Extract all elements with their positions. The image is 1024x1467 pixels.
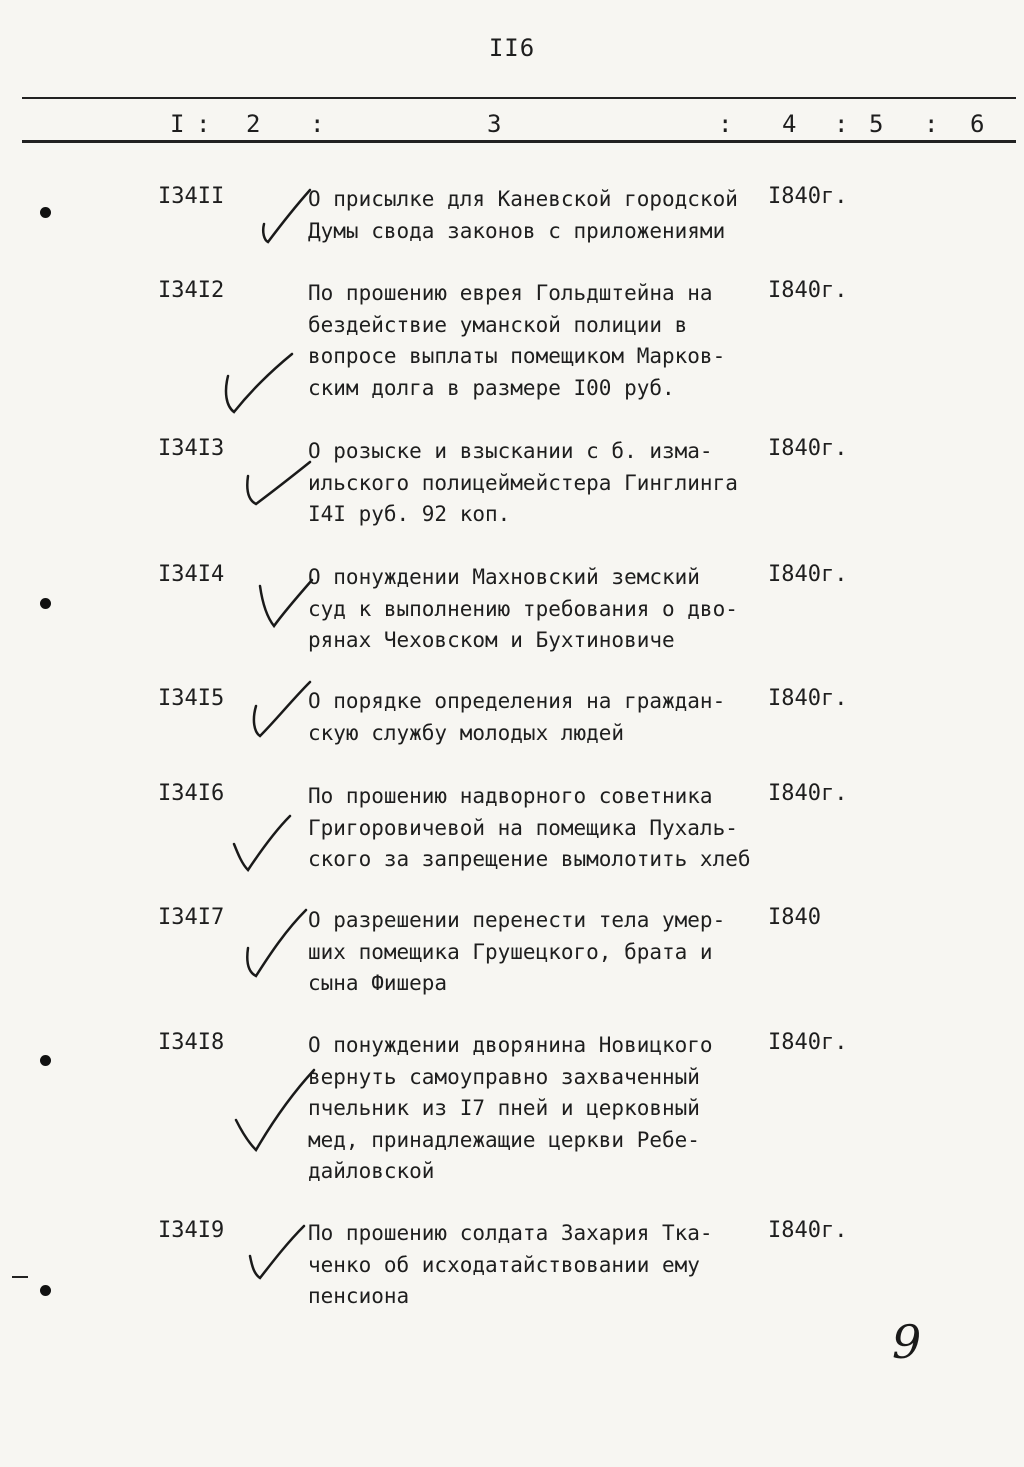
column-separator: :: [924, 110, 939, 138]
column-separator: :: [196, 110, 211, 138]
description-line: О понуждении Махновский земский: [308, 565, 700, 589]
entry-number: I34I8: [158, 1030, 225, 1055]
description-line: О присылке для Каневской городской: [308, 187, 738, 211]
entry-description: [308, 1218, 768, 1313]
checkmark-icon: [230, 1066, 320, 1156]
checkmark-icon: [240, 460, 316, 510]
binder-hole: [40, 598, 51, 609]
description-line: дайловской: [308, 1159, 435, 1183]
description-line: По прошению надворного советника: [308, 784, 713, 808]
description-line: О понуждении дворянина Новицкого: [308, 1033, 713, 1057]
entry-description: [308, 686, 768, 749]
entry-description: [308, 436, 768, 531]
description-line: ших помещика Грушецкого, брата и: [308, 939, 713, 964]
entry-year: I840г.: [768, 1030, 848, 1055]
description-line: вернуть самоуправно захваченный: [308, 1064, 700, 1089]
column-separator: :: [834, 110, 849, 138]
entry-year: I840г.: [768, 686, 848, 711]
header-top-rule: [22, 97, 1016, 99]
description-line: ченко об исходатайствовании ему: [308, 1252, 700, 1277]
checkmark-icon: [220, 352, 300, 418]
entry-description: [308, 1030, 768, 1188]
checkmark-icon: [254, 576, 318, 630]
description-line: пчельник из I7 пней и церковный: [308, 1096, 700, 1120]
entry-year: I840г.: [768, 278, 848, 303]
entry-number: I34I4: [158, 562, 225, 587]
entry-description: [308, 905, 768, 1000]
entry-year: I840г.: [768, 1218, 848, 1243]
description-line: ильского полицеймейстера Гинглинга: [308, 470, 738, 495]
description-line: мед, принадлежащие церкви Ребе-: [308, 1127, 700, 1152]
column-separator: :: [310, 110, 325, 138]
description-line: пенсиона: [308, 1284, 410, 1308]
checkmark-icon: [256, 186, 316, 246]
entry-description: [308, 562, 768, 657]
description-line: ского за запрещение вымолотить хлеб: [308, 847, 751, 871]
entry-year: I840г.: [768, 562, 848, 587]
column-header-3: 3: [487, 110, 502, 138]
description-line: О розыске и взыскании с б. изма-: [308, 439, 713, 463]
column-header-4: 4: [782, 110, 797, 138]
description-line: I4I руб. 92 коп.: [308, 502, 511, 526]
entry-number: I34I7: [158, 905, 225, 930]
binder-hole: [40, 1285, 51, 1296]
entry-year: I840: [768, 905, 821, 930]
description-line: О разрешении перенести тела умер-: [308, 908, 726, 932]
margin-dash: [12, 1276, 28, 1278]
description-line: скую службу молодых людей: [308, 720, 625, 745]
entry-description: [308, 184, 768, 247]
description-line: Думы свода законов с приложениями: [308, 218, 726, 243]
description-line: Григоровичевой на помещика Пухаль-: [308, 815, 738, 840]
column-separator: :: [718, 110, 733, 138]
binder-hole: [40, 1055, 51, 1066]
entry-number: I34I6: [158, 781, 225, 806]
description-line: По прошению солдата Захария Тка-: [308, 1221, 713, 1245]
entry-description: [308, 278, 768, 404]
description-line: О порядке определения на граждан-: [308, 689, 726, 713]
handwritten-sheet-number: [888, 1312, 928, 1370]
checkmark-icon: [248, 680, 318, 742]
entry-number: I34II: [158, 184, 225, 209]
corner-mark-text: 9: [892, 1315, 922, 1369]
entry-number: I34I5: [158, 686, 225, 711]
entry-year: I840г.: [768, 781, 848, 806]
checkmark-icon: [240, 906, 312, 982]
description-line: суд к выполнению требования о дво-: [308, 596, 738, 621]
entry-number: I34I2: [158, 278, 225, 303]
page-number: II6: [488, 34, 536, 62]
entry-description: [308, 781, 768, 876]
column-header-2: 2: [246, 110, 261, 138]
entry-year: I840г.: [768, 184, 848, 209]
column-header-1: I: [170, 110, 185, 138]
description-line: бездействие уманской полиции в: [308, 312, 688, 337]
description-line: вопросе выплаты помещиком Марков-: [308, 344, 726, 368]
description-line: рянах Чеховском и Бухтиновиче: [308, 628, 675, 652]
description-line: По прошению еврея Гольдштейна на: [308, 281, 713, 305]
description-line: сына Фишера: [308, 971, 448, 995]
checkmark-icon: [228, 812, 298, 874]
checkmark-icon: [244, 1222, 310, 1282]
column-header-5: 5: [869, 110, 884, 138]
binder-hole: [40, 207, 51, 218]
entry-number: I34I3: [158, 436, 225, 461]
entry-year: I840г.: [768, 436, 848, 461]
header-bottom-rule: [22, 140, 1016, 143]
column-header-6: 6: [970, 110, 985, 138]
entry-number: I34I9: [158, 1218, 225, 1243]
description-line: ским долга в размере I00 руб.: [308, 375, 675, 400]
